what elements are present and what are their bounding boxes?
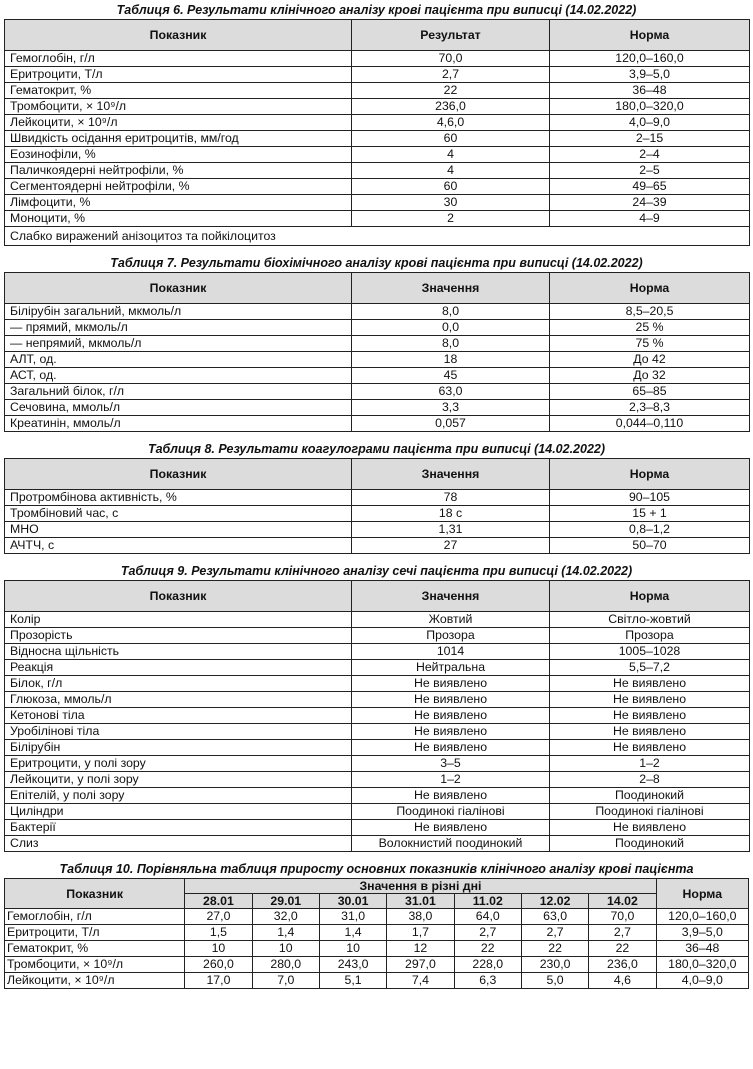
table6-blood-analysis	[4, 19, 750, 246]
table6-body	[5, 51, 750, 227]
row-label: АСТ, од.	[5, 368, 352, 384]
row-value: 280,0	[252, 957, 319, 973]
table-row	[5, 147, 750, 163]
row-value: 2,7	[352, 67, 550, 83]
table8-header-norm: Норма	[550, 459, 750, 490]
row-label: Уробілінові тіла	[5, 724, 352, 740]
row-value: 7,4	[387, 973, 454, 989]
table-row	[5, 522, 750, 538]
row-value: Поодинокий	[550, 836, 750, 852]
table-row	[5, 67, 750, 83]
row-value: 8,0	[352, 336, 550, 352]
row-value: 0,8–1,2	[550, 522, 750, 538]
row-value: 27,0	[185, 909, 252, 925]
table-row	[5, 51, 750, 67]
table-row	[5, 163, 750, 179]
row-label: Еритроцити, Т/л	[5, 925, 185, 941]
row-value: Поодинокий	[550, 788, 750, 804]
row-label: Лейкоцити, × 10⁹/л	[5, 115, 352, 131]
table-row	[5, 368, 750, 384]
table10-header-group: Значення в різні дні	[185, 879, 656, 894]
row-value: 15 + 1	[550, 506, 750, 522]
row-value: 0,044–0,110	[550, 416, 750, 432]
row-label: Лейкоцити, × 10⁹/л	[5, 973, 185, 989]
row-value: 4,0–9,0	[550, 115, 750, 131]
row-value: 1–2	[352, 772, 550, 788]
row-value: 1014	[352, 644, 550, 660]
row-value: Не виявлено	[352, 820, 550, 836]
table-row	[5, 416, 750, 432]
row-value: 120,0–160,0	[550, 51, 750, 67]
row-value: 78	[352, 490, 550, 506]
row-value: Жовтий	[352, 612, 550, 628]
row-value: 70,0	[352, 51, 550, 67]
row-label: Паличкоядерні нейтрофіли, %	[5, 163, 352, 179]
table8-caption: Таблиця 8. Результати коагулограми пацієнта при виписці (14.02.2022)	[147, 442, 606, 456]
row-value: 3,3	[352, 400, 550, 416]
row-value: 2	[352, 211, 550, 227]
table10-header-norm: Норма	[656, 879, 748, 909]
row-value: 18	[352, 352, 550, 368]
table6-header-result: Результат	[352, 20, 550, 51]
row-value: 7,0	[252, 973, 319, 989]
table6-header-indicator: Показник	[5, 20, 352, 51]
row-value: 0,0	[352, 320, 550, 336]
row-value: 2–5	[550, 163, 750, 179]
row-value: 2,3–8,3	[550, 400, 750, 416]
table9-body	[5, 612, 750, 852]
row-label: АЛТ, од.	[5, 352, 352, 368]
row-value: 30	[352, 195, 550, 211]
row-value: 22	[589, 941, 656, 957]
table9-header-indicator: Показник	[5, 581, 352, 612]
table8-header-indicator: Показник	[5, 459, 352, 490]
row-value: Поодинокі гіалінові	[550, 804, 750, 820]
table-row	[5, 644, 750, 660]
row-label: Білірубін	[5, 740, 352, 756]
row-label: Відносна щільність	[5, 644, 352, 660]
row-value: 31,0	[319, 909, 386, 925]
row-value: 230,0	[521, 957, 588, 973]
table-row	[5, 925, 749, 941]
row-value: Не виявлено	[550, 820, 750, 836]
row-value: 1,31	[352, 522, 550, 538]
row-value: 18 с	[352, 506, 550, 522]
row-value: Не виявлено	[352, 788, 550, 804]
row-value: Не виявлено	[550, 740, 750, 756]
row-label: Тромбоцити, × 10⁹/л	[5, 957, 185, 973]
row-value: 12	[387, 941, 454, 957]
row-label: — непрямий, мкмоль/л	[5, 336, 352, 352]
table6-note-row	[5, 227, 750, 246]
row-value: Не виявлено	[550, 708, 750, 724]
row-value: 4	[352, 163, 550, 179]
row-label: — прямий, мкмоль/л	[5, 320, 352, 336]
table9-caption: Таблиця 9. Результати клінічного аналізу сечі пацієнта при виписці (14.02.2022)	[120, 564, 633, 578]
row-value: 22	[352, 83, 550, 99]
row-value: 8,5–20,5	[550, 304, 750, 320]
table-row	[5, 352, 750, 368]
row-value: 1–2	[550, 756, 750, 772]
row-label: Гематокрит, %	[5, 941, 185, 957]
row-value: 10	[252, 941, 319, 957]
row-value: Не виявлено	[352, 724, 550, 740]
row-value: 22	[454, 941, 521, 957]
row-label: Білірубін загальний, мкмоль/л	[5, 304, 352, 320]
row-value: Не виявлено	[550, 724, 750, 740]
row-value: Не виявлено	[352, 740, 550, 756]
row-value: До 42	[550, 352, 750, 368]
table10-date-header: 28.01	[185, 894, 252, 909]
table7-caption: Таблиця 7. Результати біохімічного аналізу крові пацієнта при виписці (14.02.2022)	[110, 256, 643, 270]
table8-body	[5, 490, 750, 554]
row-label: Епітелій, у полі зору	[5, 788, 352, 804]
table7-body	[5, 304, 750, 432]
row-value: 2–8	[550, 772, 750, 788]
table-row	[5, 804, 750, 820]
row-label: Слиз	[5, 836, 352, 852]
row-value: 120,0–160,0	[656, 909, 748, 925]
row-value: 1,7	[387, 925, 454, 941]
table-row	[5, 83, 750, 99]
row-value: 4,6,0	[352, 115, 550, 131]
row-label: Лейкоцити, у полі зору	[5, 772, 352, 788]
table10-body	[5, 909, 749, 989]
row-label: Сечовина, ммоль/л	[5, 400, 352, 416]
table6-note: Слабко виражений анізоцитоз та пойкілоцитоз	[5, 227, 750, 246]
row-label: Білок, г/л	[5, 676, 352, 692]
row-label: Швидкість осідання еритроцитів, мм/год	[5, 131, 352, 147]
table-row	[5, 692, 750, 708]
row-label: Сегментоядерні нейтрофіли, %	[5, 179, 352, 195]
table-row	[5, 211, 750, 227]
row-value: 297,0	[387, 957, 454, 973]
table10-caption: Таблиця 10. Порівняльна таблиця приросту основних показників клінічного аналізу крові пацієнта	[59, 862, 694, 876]
table-row	[5, 660, 750, 676]
row-value: 6,3	[454, 973, 521, 989]
row-value: 25 %	[550, 320, 750, 336]
row-value: Поодинокі гіалінові	[352, 804, 550, 820]
table9-header-value: Значення	[352, 581, 550, 612]
row-value: 5,5–7,2	[550, 660, 750, 676]
table-row	[5, 909, 749, 925]
document-page	[4, 0, 749, 989]
row-label: Еозинофіли, %	[5, 147, 352, 163]
row-value: 24–39	[550, 195, 750, 211]
table-row	[5, 320, 750, 336]
row-label: Моноцити, %	[5, 211, 352, 227]
row-label: Лімфоцити, %	[5, 195, 352, 211]
row-label: МНО	[5, 522, 352, 538]
row-label: Циліндри	[5, 804, 352, 820]
row-value: 4–9	[550, 211, 750, 227]
row-value: Нейтральна	[352, 660, 550, 676]
row-label: Еритроцити, Т/л	[5, 67, 352, 83]
table-row	[5, 740, 750, 756]
table7-header-indicator: Показник	[5, 273, 352, 304]
table6-header-norm: Норма	[550, 20, 750, 51]
row-value: 2–4	[550, 147, 750, 163]
row-label: Глюкоза, ммоль/л	[5, 692, 352, 708]
row-value: 1005–1028	[550, 644, 750, 660]
table-row	[5, 676, 750, 692]
table-row	[5, 490, 750, 506]
row-value: 32,0	[252, 909, 319, 925]
row-label: Тромбоцити, × 10⁹/л	[5, 99, 352, 115]
row-value: 70,0	[589, 909, 656, 925]
table-row	[5, 788, 750, 804]
table-row	[5, 836, 750, 852]
row-value: 243,0	[319, 957, 386, 973]
table-row	[5, 195, 750, 211]
row-value: 2–15	[550, 131, 750, 147]
row-label: АЧТЧ, с	[5, 538, 352, 554]
table-row	[5, 973, 749, 989]
row-value: 45	[352, 368, 550, 384]
row-label: Креатинін, ммоль/л	[5, 416, 352, 432]
row-value: 50–70	[550, 538, 750, 554]
row-value: 1,4	[252, 925, 319, 941]
table-row	[5, 756, 750, 772]
table8-coagulogram	[4, 458, 750, 554]
row-value: 236,0	[352, 99, 550, 115]
row-value: 3,9–5,0	[656, 925, 748, 941]
row-value: 22	[521, 941, 588, 957]
row-label: Еритроцити, у полі зору	[5, 756, 352, 772]
row-value: 64,0	[454, 909, 521, 925]
row-value: 10	[319, 941, 386, 957]
row-value: 27	[352, 538, 550, 554]
table10-date-header: 29.01	[252, 894, 319, 909]
table-row	[5, 957, 749, 973]
table7-biochemistry	[4, 272, 750, 432]
row-value: 63,0	[352, 384, 550, 400]
row-value: До 32	[550, 368, 750, 384]
row-value: Світло-жовтий	[550, 612, 750, 628]
table10-date-header: 12.02	[521, 894, 588, 909]
row-value: Волокнистий поодинокий	[352, 836, 550, 852]
row-label: Гемоглобін, г/л	[5, 51, 352, 67]
row-value: 180,0–320,0	[550, 99, 750, 115]
table-row	[5, 628, 750, 644]
table-row	[5, 724, 750, 740]
row-value: 1,4	[319, 925, 386, 941]
row-value: 4	[352, 147, 550, 163]
row-value: 2,7	[589, 925, 656, 941]
row-value: 4,6	[589, 973, 656, 989]
row-value: 10	[185, 941, 252, 957]
row-label: Тромбіновий час, с	[5, 506, 352, 522]
row-value: 60	[352, 131, 550, 147]
row-value: 3,9–5,0	[550, 67, 750, 83]
row-label: Прозорість	[5, 628, 352, 644]
table-row	[5, 400, 750, 416]
row-value: 63,0	[521, 909, 588, 925]
row-value: Не виявлено	[550, 676, 750, 692]
row-value: 4,0–9,0	[656, 973, 748, 989]
table9-header-norm: Норма	[550, 581, 750, 612]
row-value: 2,7	[521, 925, 588, 941]
table10-comparison	[4, 878, 749, 989]
row-value: 180,0–320,0	[656, 957, 748, 973]
table-row	[5, 708, 750, 724]
row-value: 260,0	[185, 957, 252, 973]
row-value: 60	[352, 179, 550, 195]
row-value: Не виявлено	[352, 676, 550, 692]
row-value: 0,057	[352, 416, 550, 432]
row-label: Гемоглобін, г/л	[5, 909, 185, 925]
table-row	[5, 941, 749, 957]
row-value: 17,0	[185, 973, 252, 989]
row-value: Не виявлено	[352, 708, 550, 724]
row-value: Прозора	[352, 628, 550, 644]
row-value: 36–48	[656, 941, 748, 957]
table-row	[5, 772, 750, 788]
row-value: 90–105	[550, 490, 750, 506]
table10-date-header: 14.02	[589, 894, 656, 909]
row-value: 49–65	[550, 179, 750, 195]
row-value: 1,5	[185, 925, 252, 941]
row-value: 38,0	[387, 909, 454, 925]
table7-header-value: Значення	[352, 273, 550, 304]
table-row	[5, 131, 750, 147]
table-row	[5, 304, 750, 320]
row-label: Реакція	[5, 660, 352, 676]
row-value: 5,0	[521, 973, 588, 989]
table-row	[5, 538, 750, 554]
row-value: 8,0	[352, 304, 550, 320]
table9-urine-analysis	[4, 580, 750, 852]
table10-date-header: 11.02	[454, 894, 521, 909]
row-value: 75 %	[550, 336, 750, 352]
row-value: 5,1	[319, 973, 386, 989]
table6-caption: Таблиця 6. Результати клінічного аналізу крові пацієнта при виписці (14.02.2022)	[116, 3, 637, 17]
row-value: Не виявлено	[550, 692, 750, 708]
row-value: 65–85	[550, 384, 750, 400]
row-value: 228,0	[454, 957, 521, 973]
table10-date-header: 30.01	[319, 894, 386, 909]
table-row	[5, 336, 750, 352]
table-row	[5, 820, 750, 836]
table-row	[5, 384, 750, 400]
row-value: 36–48	[550, 83, 750, 99]
table-row	[5, 506, 750, 522]
row-value: 3–5	[352, 756, 550, 772]
table10-date-header: 31.01	[387, 894, 454, 909]
row-value: Прозора	[550, 628, 750, 644]
row-label: Загальний білок, г/л	[5, 384, 352, 400]
row-label: Протромбінова активність, %	[5, 490, 352, 506]
row-value: 236,0	[589, 957, 656, 973]
table10-header-indicator: Показник	[5, 879, 185, 909]
table-row	[5, 99, 750, 115]
table-row	[5, 612, 750, 628]
row-value: Не виявлено	[352, 692, 550, 708]
table-row	[5, 179, 750, 195]
row-value: 2,7	[454, 925, 521, 941]
table8-header-value: Значення	[352, 459, 550, 490]
row-label: Гематокрит, %	[5, 83, 352, 99]
table7-header-norm: Норма	[550, 273, 750, 304]
row-label: Колір	[5, 612, 352, 628]
table-row	[5, 115, 750, 131]
row-label: Кетонові тіла	[5, 708, 352, 724]
row-label: Бактерії	[5, 820, 352, 836]
